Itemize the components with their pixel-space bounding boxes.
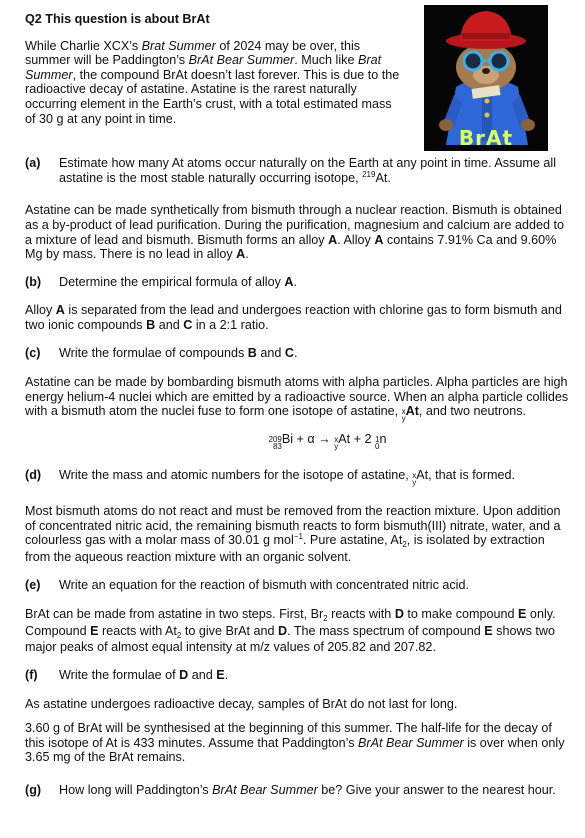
question-text <box>59 468 570 486</box>
text: in a 2:1 ratio. <box>192 317 269 332</box>
text: and <box>155 317 184 332</box>
text: reacts with <box>327 607 395 622</box>
paragraph-nitric <box>25 504 570 564</box>
bold-A: A <box>55 303 65 318</box>
atomic-number: 0 <box>375 442 380 452</box>
bold-A: A <box>236 247 246 262</box>
mass-number: 219 <box>362 169 376 179</box>
text: is over when only 3.65 mg of the BrAt remains. <box>25 735 565 765</box>
element-symbol: At. <box>375 170 391 185</box>
text: shows two major peaks of almost equal intensity at m/z values of 205.82 and 207.82. <box>25 623 555 655</box>
atomic-number: y <box>334 442 339 452</box>
bold-E: E <box>484 623 493 638</box>
text: How long will Paddington’s <box>59 783 213 797</box>
paragraph-alpha <box>25 375 570 422</box>
text: , is isolated by extraction from the aqueous reaction mixture with an organic solvent. <box>25 533 545 565</box>
bold-D: D <box>394 607 404 622</box>
bismuth-symbol: Bi <box>281 432 294 447</box>
text: contains 7.91% Ca and 9.60% Mg by mass. There is no lead in alloy <box>25 232 557 262</box>
element-symbol: At <box>416 468 429 483</box>
equation-operator: + 2 <box>350 432 376 447</box>
text: Alloy <box>25 303 56 318</box>
paragraph-synthesis <box>25 203 570 261</box>
mass-number: x <box>334 435 339 445</box>
mass-number: x <box>412 471 417 481</box>
question-c <box>25 346 570 361</box>
mass-number: 209 <box>268 435 282 445</box>
text: and <box>188 668 217 683</box>
bold-E: E <box>90 623 99 638</box>
bismuth-numbers <box>268 436 281 450</box>
text: . <box>245 247 249 262</box>
question-label: (c) <box>25 345 41 360</box>
text: , the compound BrAt doesn’t last forever. This is due to the radioactive decay of astatine. Astatine is the rarest naturally occurring element in the Earth’s crust, with a total estimated mass of 30 g at any point in time. <box>25 67 400 126</box>
bold-E: E <box>216 668 225 683</box>
nuclear-equation <box>85 432 570 450</box>
italic-text: BrAt Bear Summer <box>212 783 318 797</box>
mass-number: x <box>401 407 406 417</box>
text: Astatine can be made synthetically from bismuth through a nuclear reaction. Bismuth is obtained as a by-product of lead purification. During the purification, magnesium and calcium are added to a mixture of lead and bismuth. Bismuth forms an alloy <box>25 203 565 247</box>
text: only. Compound <box>25 607 556 638</box>
question-text <box>59 783 570 798</box>
bold-A: A <box>374 232 384 247</box>
question-g <box>25 783 570 798</box>
question-label: (f) <box>25 668 38 683</box>
question-text <box>59 668 570 683</box>
question-title: Q2 This question is about BrAt <box>25 12 210 26</box>
question-text <box>59 156 570 187</box>
text: . Alloy <box>337 232 375 247</box>
question-label: (b) <box>25 274 42 289</box>
bold-A: A <box>284 274 294 289</box>
text: BrAt can be made from astatine in two steps. First, Br <box>25 607 324 622</box>
paragraph-brat <box>25 607 570 655</box>
atomic-number: y <box>401 414 406 424</box>
text: . <box>224 668 229 683</box>
subscript: 2 <box>323 614 328 624</box>
text: . The mass spectrum of compound <box>287 623 485 638</box>
atomic-number: 83 <box>272 442 282 452</box>
question-d <box>25 468 570 486</box>
question-label: (a) <box>25 156 41 171</box>
bold-D: D <box>179 668 189 683</box>
text: be? Give your answer to the nearest hour. <box>317 783 556 797</box>
text: Astatine can be made by bombarding bismuth atoms with alpha particles. Alpha particles are high energy helium-4 nuclei which are emitted by a radioactive source. When an alpha particle collides with a bismuth atom the nuclei fuse to form one isotope of astatine, <box>25 375 569 419</box>
paragraph-decay: As astatine undergoes radioactive decay, samples of BrAt do not last for long. <box>25 696 458 711</box>
mass-number: 1 <box>375 435 380 445</box>
text: Most bismuth atoms do not react and must be removed from the reaction mixture. Upon addition of concentrated nitric acid, the remaining bismuth reacts to form bismuth(III) nitrate, water, and a colourless gas with a molar mass of 30.01 g mol <box>25 504 561 548</box>
text: 3.60 g of BrAt will be synthesised at the beginning of this summer. The half-life for the decay of this isotope of At is 433 minutes. Assume that Paddington’s <box>25 721 552 750</box>
text: Write the formulae of <box>59 668 180 683</box>
text: , that is formed. <box>428 468 515 483</box>
text: . Much like <box>294 53 358 68</box>
text: and <box>256 345 285 360</box>
text: Estimate how many At atoms occur naturally on the Earth at any point in time. Assume all astatine is the most stable naturally occurring isotope, <box>59 156 556 185</box>
text: to make compound <box>403 607 519 622</box>
text: reacts with At <box>98 623 177 638</box>
text: is separated from the lead and undergoes reaction with chlorine gas to form bismuth and two ionic compounds <box>25 303 562 332</box>
question-text <box>59 275 570 290</box>
bold-B: B <box>247 345 257 360</box>
text: . <box>294 345 298 360</box>
text: While Charlie XCX’s <box>25 38 142 53</box>
paragraph-halflife <box>25 721 570 765</box>
subscript: 2 <box>176 630 182 640</box>
italic-text: Brat Summer <box>25 53 382 82</box>
text: Write the mass and atomic numbers for the isotope of astatine, <box>59 468 413 483</box>
text: . <box>293 274 297 289</box>
italic-text: Brat Summer <box>141 38 216 53</box>
bold-D: D <box>277 623 288 638</box>
paragraph-chlorine <box>25 303 570 332</box>
bold-B: B <box>146 317 156 332</box>
question-b <box>25 275 570 290</box>
intro-paragraph <box>25 39 403 127</box>
question-label: (g) <box>25 783 42 797</box>
photo-caption: BrAt <box>458 126 514 150</box>
question-text: Write an equation for the reaction of bismuth with concentrated nitric acid. <box>59 577 469 592</box>
text: of 2024 may be over, this summer will be Paddington’s <box>25 38 361 68</box>
bold-E: E <box>518 607 527 622</box>
text: Determine the empirical formula of alloy <box>59 274 285 289</box>
text: to give BrAt and <box>181 623 278 638</box>
question-text <box>59 346 570 361</box>
equation-operator: + α → <box>293 432 335 447</box>
bold-A: A <box>328 232 338 247</box>
atomic-number: y <box>412 478 417 488</box>
bold-C: C <box>183 317 193 332</box>
italic-text: BrAt Bear Summer <box>188 53 295 68</box>
neutron-symbol: n <box>379 432 387 447</box>
question-a <box>25 156 570 187</box>
text: . Pure astatine, At <box>302 533 403 548</box>
question-f <box>25 668 570 683</box>
bear-photo <box>424 5 548 151</box>
superscript: −1 <box>293 532 303 542</box>
text: Write the formulae of compounds <box>59 345 248 360</box>
element-symbol: At <box>405 404 419 419</box>
astatine-symbol: At <box>338 432 351 447</box>
subscript: 2 <box>402 540 407 550</box>
question-label: (e) <box>25 577 41 592</box>
question-e <box>25 578 570 593</box>
text: , and two neutrons. <box>418 404 527 419</box>
bold-C: C <box>284 345 294 360</box>
question-label: (d) <box>25 468 42 483</box>
italic-text: BrAt Bear Summer <box>358 735 464 750</box>
